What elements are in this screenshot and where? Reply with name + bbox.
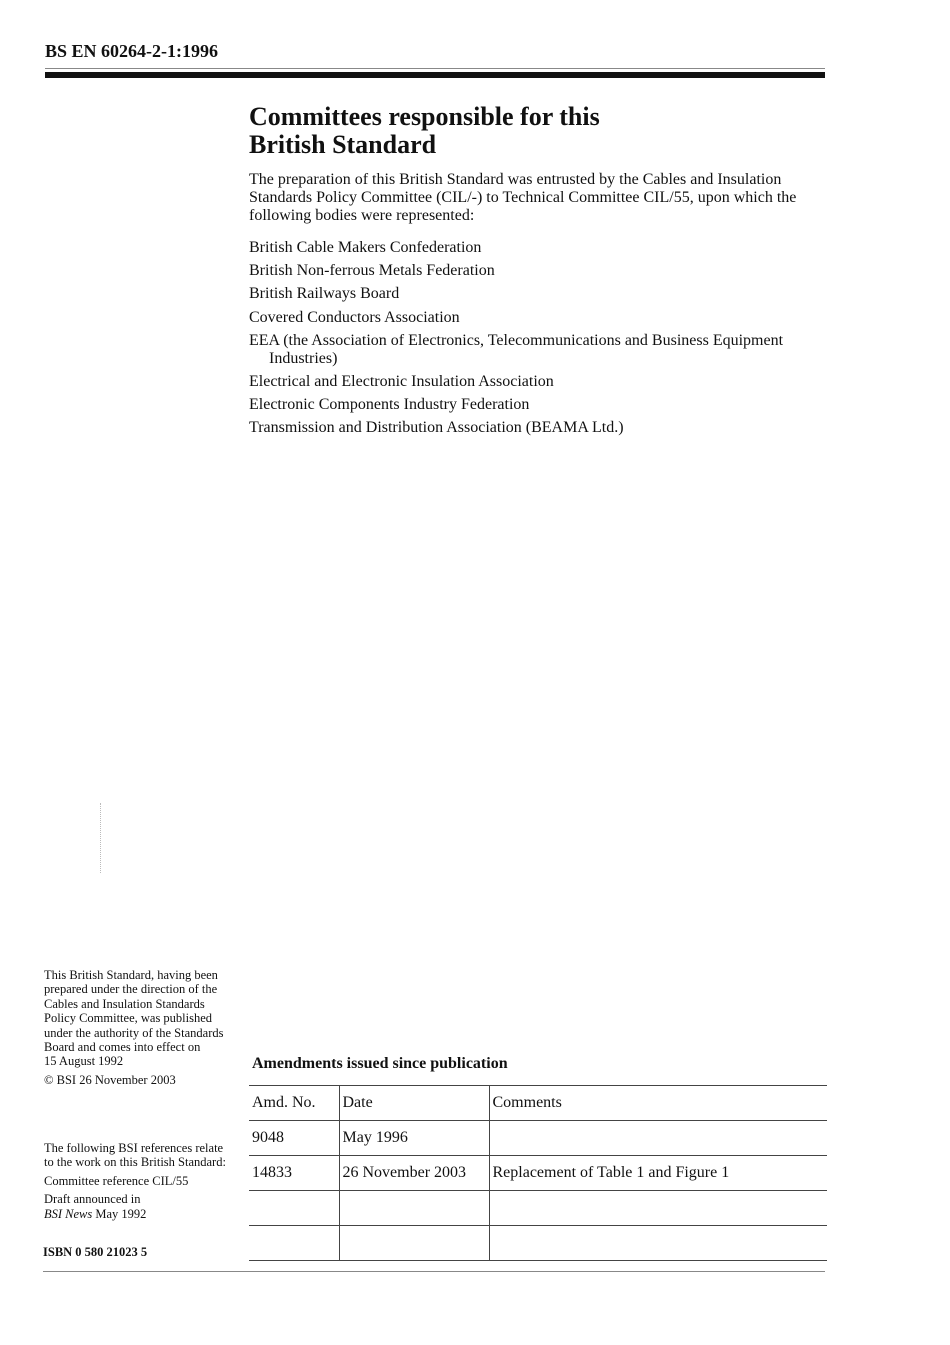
list-item: British Non-ferrous Metals Federation (249, 262, 495, 280)
effective-date: 15 August 1992 (44, 1054, 124, 1069)
header-rule-thick (45, 72, 825, 78)
table-row (249, 1226, 827, 1261)
copyright-notice: © BSI 26 November 2003 (44, 1072, 176, 1087)
represented-bodies-list (249, 239, 819, 437)
draft-source: BSI News (44, 1206, 93, 1221)
column-header: Amd. No. (249, 1086, 339, 1121)
table-row (249, 1191, 827, 1226)
table-row (249, 1156, 827, 1191)
list-item: Electronic Components Industry Federation (249, 396, 530, 414)
page-title (249, 103, 819, 159)
list-item: British Railways Board (249, 285, 400, 303)
table-cell (489, 1121, 827, 1156)
list-item: British Cable Makers Confederation (249, 239, 482, 256)
list-item: Electrical and Electronic Insulation Association (249, 372, 554, 390)
table-header-row (249, 1086, 827, 1121)
amendments-title: Amendments issued since publication (252, 1055, 508, 1072)
table-cell (249, 1191, 339, 1226)
bsi-references-block (44, 1141, 226, 1221)
title-line-2: British Standard (249, 130, 437, 159)
draft-date: May 1992 (95, 1206, 147, 1221)
intro-paragraph: The preparation of this British Standard was entrusted by the Cables and Insulation Standards Policy Committee (CIL/-) to Technical Committee CIL/55, upon which the following bodies were represented: (249, 171, 797, 224)
table-cell: Replacement of Table 1 and Figure 1 (489, 1156, 827, 1191)
margin-marks (100, 803, 105, 873)
table-cell: 26 November 2003 (339, 1156, 489, 1191)
column-header: Comments (489, 1086, 827, 1121)
table-cell (249, 1226, 339, 1261)
footer-rule (43, 1271, 825, 1272)
document-id: BS EN 60264-2-1:1996 (45, 41, 219, 61)
list-item: Transmission and Distribution Association (BEAMA Ltd.) (249, 419, 624, 437)
committee-reference: Committee reference CIL/55 (44, 1173, 189, 1188)
committees-section (249, 103, 819, 443)
references-intro: The following BSI references relate to the work on this British Standard: (44, 1141, 226, 1170)
table-cell: 9048 (249, 1121, 339, 1156)
table-cell: 14833 (249, 1156, 339, 1191)
table-row (249, 1121, 827, 1156)
publication-note: This British Standard, having been prepared under the direction of the Cables and Insulation Standards Policy Committee, was published under the authority of the Standards Board and comes into effect on (44, 968, 224, 1055)
list-item: EEA (the Association of Electronics, Telecommunications and Business Equipment Industries) (249, 331, 784, 367)
amendments-table (249, 1085, 827, 1261)
list-item: Covered Conductors Association (249, 308, 460, 326)
isbn: ISBN 0 580 21023 5 (43, 1245, 148, 1259)
table-cell (489, 1191, 827, 1226)
table-cell (339, 1191, 489, 1226)
column-header: Date (339, 1086, 489, 1121)
table-cell: May 1996 (339, 1121, 489, 1156)
table-cell (339, 1226, 489, 1261)
draft-announcement (44, 1207, 226, 1221)
draft-announcement-label: Draft announced in (44, 1192, 141, 1207)
header-rule-thin (45, 68, 825, 69)
title-line-1: Committees responsible for this (249, 102, 600, 131)
publication-note-block (44, 968, 226, 1087)
table-cell (489, 1226, 827, 1261)
